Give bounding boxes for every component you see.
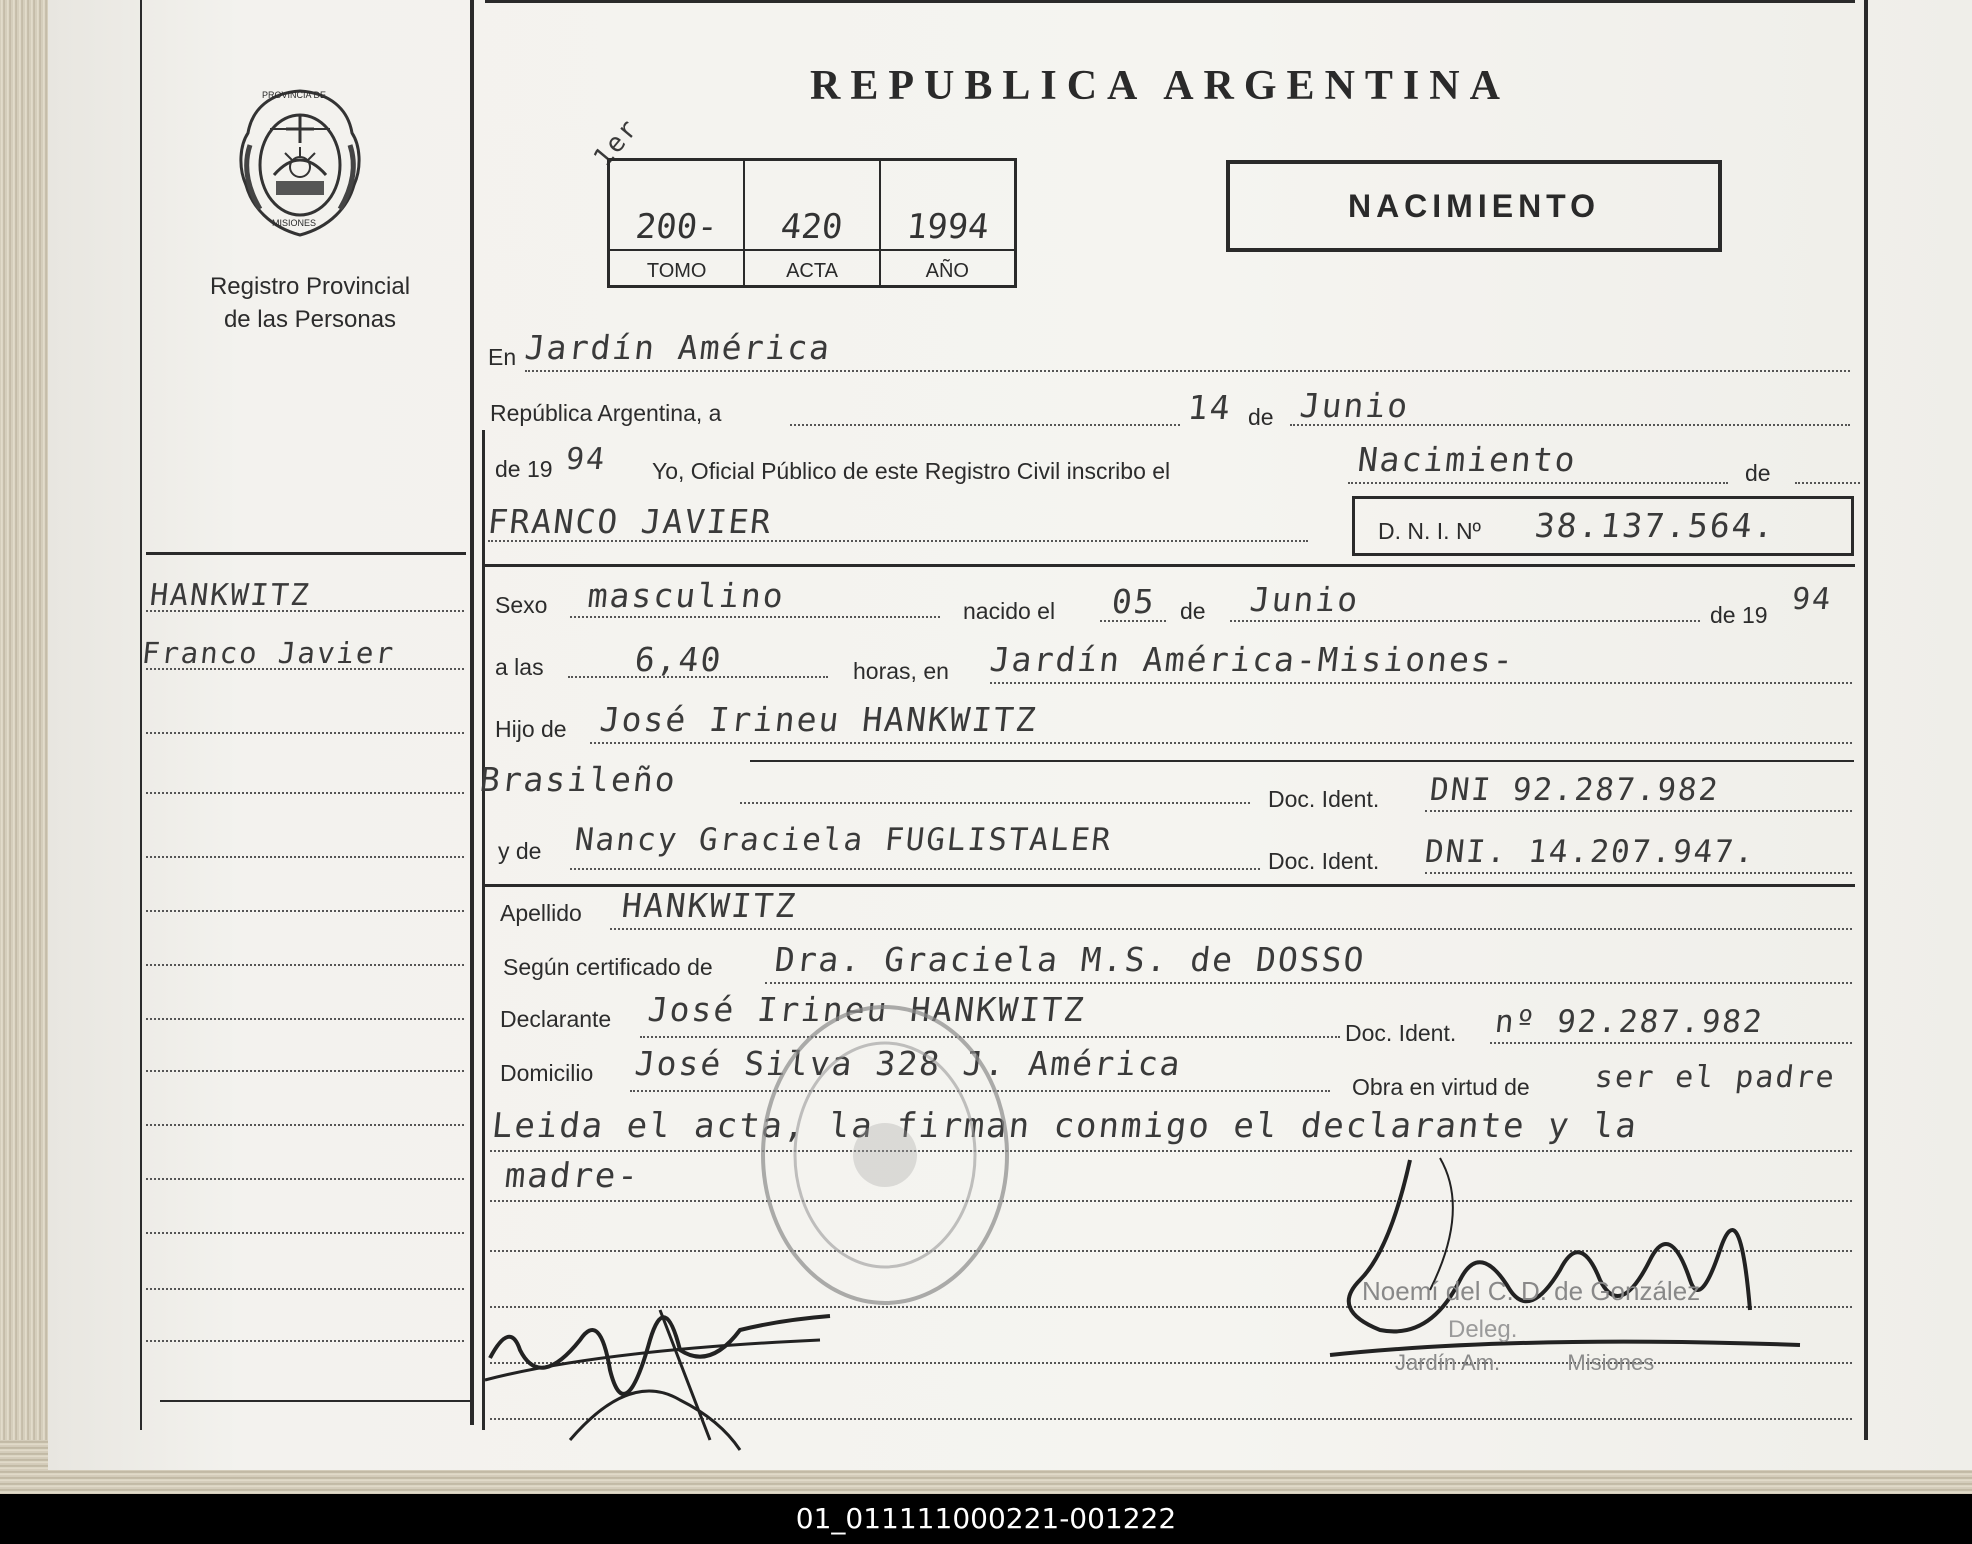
seal-text-bottom: MISIONES [272,218,317,228]
left-margin-rule [140,0,142,1430]
de19-label: de 19 [495,456,553,482]
de-end-line [1795,482,1860,484]
birth-day: 05 [1109,582,1158,621]
domicilio-value: José Silva 328 J. América [632,1044,1184,1083]
place-value: Jardín América-Misiones- [987,640,1517,679]
father-nationality: Brasileño [477,760,679,799]
mother-doc-line [1425,872,1852,874]
obra-label: Obra en virtud de [1352,1074,1530,1100]
en-value: Jardín América [522,328,834,367]
de19-label2: de 19 [1710,602,1768,628]
mother-doc: DNI. 14.207.947. [1423,834,1758,870]
tomo-label: TOMO [610,249,743,291]
domicilio-label: Domicilio [500,1060,594,1086]
segun-value: Dra. Graciela M.S. de DOSSO [772,940,1368,979]
apellido-value: HANKWITZ [619,886,800,925]
segun-line [765,982,1852,984]
ano-cell [881,161,1014,285]
margin-dotted-line [146,792,464,794]
day-value: 14 [1185,388,1234,427]
seal-text-top: PROVINCIA DE [262,90,327,100]
top-border [485,0,1855,3]
father-line [590,742,1852,744]
declarante-label: Declarante [500,1006,612,1032]
declarante-doc-line [1490,1042,1852,1044]
obra-value: ser el padre [1593,1060,1838,1095]
margin-dotted-line [146,1288,464,1290]
margin-dotted-line [146,856,464,858]
stamp-line2: Deleg. [1448,1316,1518,1343]
ano-value: 1994 [904,207,991,247]
hour-value: 6,40 [632,640,725,679]
birth-year-suffix: 94 [1790,582,1834,617]
doc-ident-label: Doc. Ident. [1268,786,1380,812]
margin-bottom-rule [160,1400,470,1402]
dni-label: D. N. I. Nº [1378,518,1481,544]
month-value: Junio [1297,386,1412,425]
act-line [1348,482,1728,484]
margin-dotted-line [146,1232,464,1234]
column-divider [470,0,474,1425]
yde-label: y de [498,838,542,864]
margin-dotted-line [146,1340,464,1342]
father-value: José Irineu HANKWITZ [597,700,1040,739]
right-border [1864,0,1868,1440]
margin-note-given-names: Franco Javier [140,636,397,670]
section-divider [485,564,1855,567]
sexo-value: masculino [585,576,787,615]
margin-dotted-line [146,1018,464,1020]
margin-dotted-line [146,732,464,734]
republica-label: República Argentina, a [490,400,722,426]
margin-dotted-line [146,1070,464,1072]
registry-name-line1: Registro Provincial [209,273,411,300]
en-label: En [488,344,517,370]
record-number-box [607,158,1017,288]
declarante-doc: nº 92.287.982 [1493,1004,1766,1040]
acta-cell [745,161,880,285]
nacido-label: nacido el [963,598,1056,624]
act-type-box: NACIMIENTO [1226,160,1722,252]
margin-dotted-line [146,1124,464,1126]
horas-label: horas, en [853,658,949,684]
birth-month: Junio [1247,580,1362,619]
father-doc: DNI 92.287.982 [1428,772,1722,808]
republica-line [790,424,1180,426]
birth-day-line [1100,620,1166,622]
closing-line1: Leida el acta, la firman conmigo el declarante y la [489,1106,1641,1146]
tomo-cell [610,161,745,285]
margin-dotted-line [146,1178,464,1180]
tomo-value: 200- [633,207,720,247]
acta-label: ACTA [745,249,878,291]
name-line [488,540,1308,542]
apellido-label: Apellido [500,900,582,926]
stamp-line3: Jardín Am. Misiones [1395,1350,1655,1375]
de-end-label: de [1745,460,1771,486]
stamp-line1: Noemí del C. D. de González [1362,1276,1701,1306]
yo-text: Yo, Oficial Público de este Registro Civil inscribo el [652,458,1171,484]
margin-note-surname: HANKWITZ [148,578,313,613]
official-signature-icon [1320,1150,1820,1380]
acta-value: 420 [779,207,845,247]
name-value: FRANCO JAVIER [485,502,775,541]
father-doc-line [1425,810,1852,812]
official-stamp-icon [755,1000,1015,1310]
month-line [1290,424,1850,426]
act-value: Nacimiento [1355,440,1579,479]
doc-ident-label3: Doc. Ident. [1345,1020,1457,1046]
image-id-caption: 01_011111000221-001222 [0,1494,1972,1544]
mother-value: Nancy Graciela FUGLISTALER [573,822,1115,858]
declarant-signature-icon [480,1280,840,1460]
country-title: REPUBLICA ARGENTINA [810,63,1510,109]
alas-label: a las [495,654,544,680]
birth-month-line [1230,620,1700,622]
hijo-label: Hijo de [495,716,567,742]
registry-name-line2: de las Personas [223,306,397,333]
margin-dotted-line [146,964,464,966]
ano-label: AÑO [881,249,1014,291]
dni-value: 38.137.564. [1532,506,1778,545]
en-line [525,370,1850,372]
father-underline [750,760,1854,762]
place-line [990,682,1852,684]
de-label2: de [1180,598,1206,624]
sexo-line [570,616,940,618]
handwritten-annotation: 1er [587,113,645,173]
margin-dotted-line [146,910,464,912]
mother-line [570,868,1260,870]
de-label: de [1248,404,1274,430]
nationality-line [740,802,1250,804]
margin-section-rule [146,552,466,555]
apellido-line [610,928,1852,930]
doc-ident-label2: Doc. Ident. [1268,848,1380,874]
closing-line2: madre- [502,1156,642,1196]
year-suffix: 94 [564,442,608,477]
declarante-value: José Irineu HANKWITZ [645,990,1088,1029]
sexo-label: Sexo [495,592,548,618]
segun-label: Según certificado de [503,954,713,980]
